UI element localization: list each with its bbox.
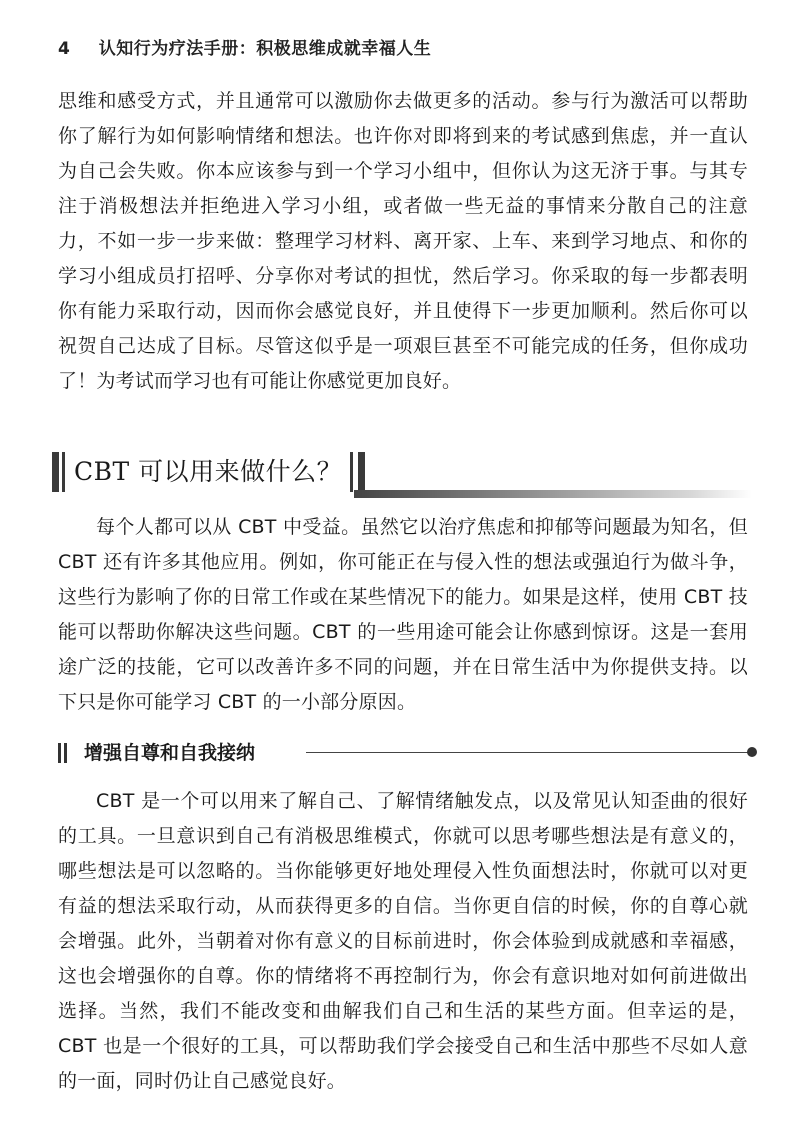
paragraph-behavior-activation: 思维和感受方式，并且通常可以激励你去做更多的活动。参与行为激活可以帮助你了解行为如何影响情绪和想法。也许你对即将到来的考试感到焦虑，并一直认为自己会失败。你本应该参与到一个学习小组中，但你认为这无济于事。与其专注于消极想法并拒绝进入学习小组，或者做一些无益的事情来分散自己的注意力，不如一步一步来做：整理学习材料、离开家、上车、来到学习地点、和你的学习小组成员打招呼、分享你对考试的担忧，然后学习。你采取的每一步都表明你有能力采取行动，因而你会感觉良好，并且使得下一步更加顺利。然后你可以祝贺自己达成了目标。尽管这似乎是一项艰巨甚至不可能完成的任务，但你成功了！为考试而学习也有可能让你感觉更加良好。	[58, 90, 748, 392]
page-number: 4	[58, 39, 71, 59]
paragraph-self-esteem: CBT 是一个可以用来了解自己、了解情绪触发点，以及常见认知歪曲的很好的工具。一旦意识到自己有消极思维模式，你就可以思考哪些想法是有意义的，哪些想法是可以忽略的。当你能够更好地处理侵入性负面想法时，你就可以对更有益的想法采取行动，从而获得更多的自信。当你更自信的时候，你的自尊心就会增强。此外，当朝着对你有意义的目标前进时，你会体验到成就感和幸福感，这也会增强你的自尊。你的情绪将不再控制行为，你会有意识地对如何前进做出选择。当然，我们不能改变和曲解我们自己和生活的某些方面。但幸运的是，CBT 也是一个很好的工具，可以帮助我们学会接受自己和生活中那些不尽如人意的一面，同时仍让自己感觉良好。	[58, 790, 748, 1092]
running-head	[58, 34, 431, 59]
subsection-mark-bar	[58, 743, 61, 763]
bracket-right-thin	[350, 452, 353, 492]
subsection-rule-dot	[747, 747, 757, 757]
paragraph-cbt-uses: 每个人都可以从 CBT 中受益。虽然它以治疗焦虑和抑郁等问题最为知名，但 CBT 还有许多其他应用。例如，你可能正在与侵入性的想法或强迫行为做斗争，这些行为影响了你的日常工作或在某些情况下的能力。如果是这样，使用 CBT 技能可以帮助你解决这些问题。CBT 的一些用途可能会让你感到惊讶。这是一套用途广泛的技能，它可以改善许多不同的问题，并在日常生活中为你提供支持。以下只是你可能学习 CBT 的一小部分原因。	[58, 516, 748, 713]
subsection-mark-bar	[64, 743, 67, 763]
bracket-right-thick	[358, 452, 365, 492]
subsection-title: 增强自尊和自我接纳	[84, 742, 256, 764]
section-underline-gradient	[354, 490, 752, 498]
book-title: 认知行为疗法手册：积极思维成就幸福人生	[98, 39, 432, 59]
section-title: CBT 可以用来做什么？	[74, 457, 343, 486]
section-heading	[52, 448, 752, 500]
bracket-left-thin	[62, 452, 65, 492]
subsection-rule	[306, 752, 750, 753]
subsection-heading	[58, 740, 758, 766]
bracket-left-thick	[52, 452, 59, 492]
